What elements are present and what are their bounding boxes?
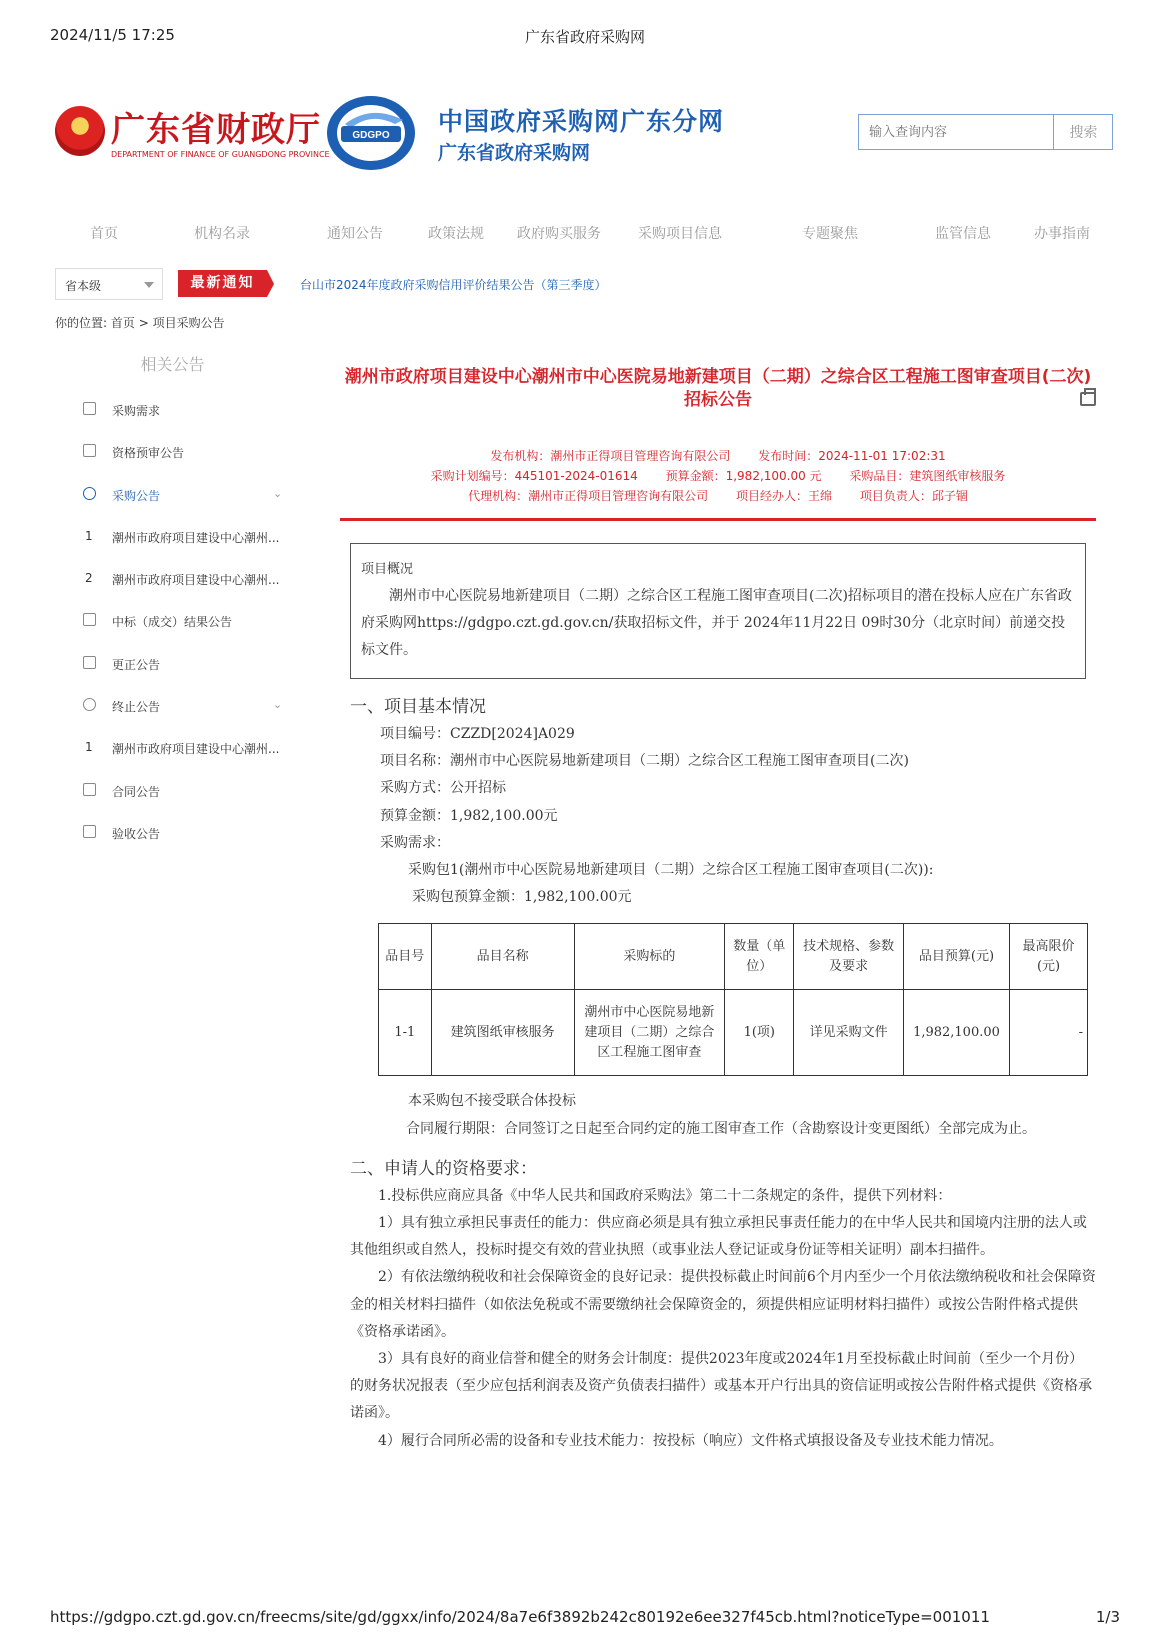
table-cell: 1(项) [725,990,794,1076]
gdgpo-logo-icon[interactable] [325,94,417,172]
notice-bar [55,268,1115,300]
sidebar-item-label: 采购需求 [112,404,161,418]
table-header: 品目名称 [431,924,574,990]
dept-name[interactable]: 广东省财政厅 [111,110,321,150]
sidebar-item-label: 更正公告 [112,657,161,672]
document-icon [83,825,96,838]
dept-name-en: DEPARTMENT OF FINANCE OF GUANGDONG PROVINCE [111,150,330,159]
print-page-number: 1/3 [1095,1608,1120,1626]
sidebar-item-contract[interactable] [55,783,290,825]
article-content [340,543,1096,1455]
requirement-3: 3）具有良好的商业信誉和健全的财务会计制度：提供2023年度或2024年1月至投标截止时间前（至少一个月份）的财务状况报表（至少应包括利润表及资产负债表扫描件）或基本开户行出具的资信证明或按公告附件格式提供《资格承诺函》。 [350,1351,1092,1422]
sidebar-item-correction[interactable] [55,656,290,698]
table-header-row [379,924,1088,990]
sidebar-item-prequal[interactable] [55,444,290,486]
national-emblem-icon [55,106,105,156]
table-header: 品目号 [379,924,432,990]
meta-agency: 代理机构：潮州市正得项目管理咨询有限公司 [468,489,709,503]
sidebar-subitem[interactable] [55,529,290,571]
print-timestamp: 2024/11/5 17:25 [50,26,175,44]
document-icon [83,613,96,626]
nav-home[interactable]: 首页 [90,226,118,242]
table-cell: 建筑图纸审核服务 [431,990,574,1076]
breadcrumb-home[interactable]: 首页 [110,316,135,330]
project-no: 项目编号：CZZD[2024]A029 [380,726,575,742]
meta-publish-time: 发布时间：2024-11-01 17:02:31 [758,449,946,463]
search-input[interactable] [859,115,1054,149]
nav-gov-purchase[interactable]: 政府购买服务 [517,226,601,242]
sidebar-title: 相关公告 [140,355,205,374]
table-header: 采购标的 [574,924,724,990]
breadcrumb-separator: > [138,316,149,330]
sidebar-item-label: 验收公告 [112,826,161,841]
table-row [379,990,1088,1076]
table-cell: 1,982,100.00 [903,990,1009,1076]
overview-box [350,543,1086,679]
document-icon [83,783,96,796]
requirement-4: 4）履行合同所必需的设备和专业技术能力：按投标（响应）文件格式填报设备及专业技术能力情况。 [378,1432,1003,1449]
site-subname: 广东省政府采购网 [438,142,591,164]
document-icon [83,656,96,669]
overview-text: 潮州市中心医院易地新建项目（二期）之综合区工程施工图审查项目(二次)招标项目的潜在投标人应在广东省政府采购网https://gdgpo.czt.gd.gov.cn/获取招标文件，并于 2024年11月22日 09时30分（北京时间）前递交投标文件。 [361,588,1072,658]
search-button[interactable]: 搜索 [1055,115,1112,149]
table-header: 技术规格、参数及要求 [794,924,903,990]
meta-budget: 预算金额：1,982,100.00 元 [665,469,822,483]
requirement-1: 1）具有独立承担民事责任的能力：供应商必须是具有独立承担民事责任能力的在中华人民共和国境内注册的法人或其他组织或自然人，投标时提交有效的营业执照（或事业法人登记证或身份证等相关证明）副本扫描件。 [350,1215,1087,1259]
requirement-2: 2）有依法缴纳税收和社会保障资金的良好记录：提供投标截止时间前6个月内至少一个月依法缴纳税收和社会保障资金的相关材料扫描件（如依法免税或不需要缴纳社会保障资金的，须提供相应证明材料扫描件）或按公告附件格式提供《资格承诺函》。 [350,1269,1096,1340]
main-nav [0,223,1170,245]
nav-directory[interactable]: 机构名录 [194,226,250,242]
sidebar-item-acceptance[interactable] [55,825,290,867]
table-header: 品目预算(元) [903,924,1009,990]
meta-plan-no: 采购计划编号：445101-2024-01614 [430,469,638,483]
search-box [858,114,1113,150]
latest-notice-link[interactable]: 台山市2024年度政府采购信用评价结果公告（第三季度） [300,278,607,292]
chevron-down-icon[interactable]: ⌄ [273,486,283,500]
subitem-number: 1 [85,740,93,755]
table-cell: 详见采购文件 [794,990,903,1076]
meta-handler: 项目经办人：王绵 [735,489,832,503]
level-select[interactable] [55,268,163,300]
sidebar-item-label: 资格预审公告 [112,446,185,461]
subitem-number: 2 [85,571,93,586]
breadcrumb-prefix: 你的位置: [55,316,108,330]
project-name: 项目名称：潮州市中心医院易地新建项目（二期）之综合区工程施工图审查项目(二次) [380,753,909,770]
table-cell: 1-1 [379,990,432,1076]
sidebar-item-demand[interactable] [55,402,290,444]
sidebar-item-label: 中标（成交）结果公告 [112,615,233,630]
site-header [55,94,1115,174]
article [340,366,1096,1455]
sidebar-item-termination[interactable] [55,698,290,740]
divider [340,518,1096,521]
overview-title: 项目概况 [361,562,414,577]
latest-notice-badge: 最新通知 [178,270,267,297]
swap-icon [83,444,96,457]
budget-amount: 预算金额：1,982,100.00元 [380,807,558,824]
chevron-down-icon [144,282,154,288]
sidebar [55,352,290,867]
section-heading: 二、申请人的资格要求： [350,1158,537,1179]
contract-period: 合同履行期限：合同签订之日起至合同约定的施工图审查工作（含勘察设计变更图纸）全部完成为止。 [406,1120,1036,1137]
nav-policies[interactable]: 政策法规 [428,226,484,242]
article-title: 潮州市政府项目建设中心潮州市中心医院易地新建项目（二期）之综合区工程施工图审查项目(二次)招标公告 [344,367,1092,410]
items-table [378,923,1088,1076]
nav-notices[interactable]: 通知公告 [327,226,383,242]
meta-publisher: 发布机构：潮州市正得项目管理咨询有限公司 [490,449,731,463]
nav-topics[interactable]: 专题聚焦 [802,226,858,242]
sidebar-item-label: 终止公告 [112,700,161,715]
table-header: 数量（单位） [725,924,794,990]
package-title: 采购包1(潮州市中心医院易地新建项目（二期）之综合区工程施工图审查项目(二次)): [408,862,934,879]
sidebar-item-label: 潮州市政府项目建设中心潮州... [112,573,280,588]
table-cell: 潮州市中心医院易地新建项目（二期）之综合区工程施工图审查 [574,990,724,1076]
procurement-method: 采购方式：公开招标 [380,780,506,797]
sidebar-item-label: 潮州市政府项目建设中心潮州... [112,742,280,757]
level-select-value: 省本级 [65,279,102,293]
sidebar-item-award[interactable] [55,613,290,655]
table-header: 最高限价(元) [1010,924,1088,990]
printer-icon[interactable] [1080,392,1096,406]
nav-project-info[interactable]: 采购项目信息 [638,226,722,242]
site-name[interactable]: 中国政府采购网广东分网 [438,107,725,136]
sidebar-subitem[interactable] [55,740,290,782]
nav-supervision[interactable]: 监管信息 [935,226,991,242]
sidebar-item-label: 合同公告 [112,784,161,799]
sidebar-item-label: 潮州市政府项目建设中心潮州... [112,530,280,545]
section-heading: 一、项目基本情况 [350,697,486,717]
print-url: https://gdgpo.czt.gd.gov.cn/freecms/site/gd/ggxx/info/2024/8a7e6f3892b242c80192e6ee327f45cb.html?noticeType=001011 [50,1608,990,1626]
document-icon [83,402,96,415]
package-budget: 采购包预算金额：1,982,100.00元 [412,889,632,906]
breadcrumb-current[interactable]: 项目采购公告 [152,316,225,330]
sidebar-item-procurement[interactable] [55,487,290,529]
breadcrumb [55,314,225,331]
target-icon [83,698,96,711]
subitem-number: 1 [85,528,93,543]
gdgpo-logo-text: GDGPO [352,130,390,141]
print-header [0,26,1170,50]
table-cell: - [1010,990,1088,1076]
target-icon [83,487,96,500]
meta-leader: 项目负责人：邱子锢 [859,489,968,503]
meta-category: 采购品目：建筑图纸审核服务 [849,469,1006,483]
sidebar-item-label: 采购公告 [112,488,161,503]
nav-guide[interactable]: 办事指南 [1034,226,1090,242]
demand-label: 采购需求： [380,834,450,851]
no-consortium: 本采购包不接受联合体投标 [408,1093,576,1110]
requirement-intro: 1.投标供应商应具备《中华人民共和国政府采购法》第二十二条规定的条件，提供下列材料： [378,1187,952,1204]
print-page-title: 广东省政府采购网 [524,28,645,46]
article-meta [340,446,1096,506]
sidebar-subitem[interactable] [55,571,290,613]
chevron-down-icon[interactable]: ⌄ [273,698,283,712]
